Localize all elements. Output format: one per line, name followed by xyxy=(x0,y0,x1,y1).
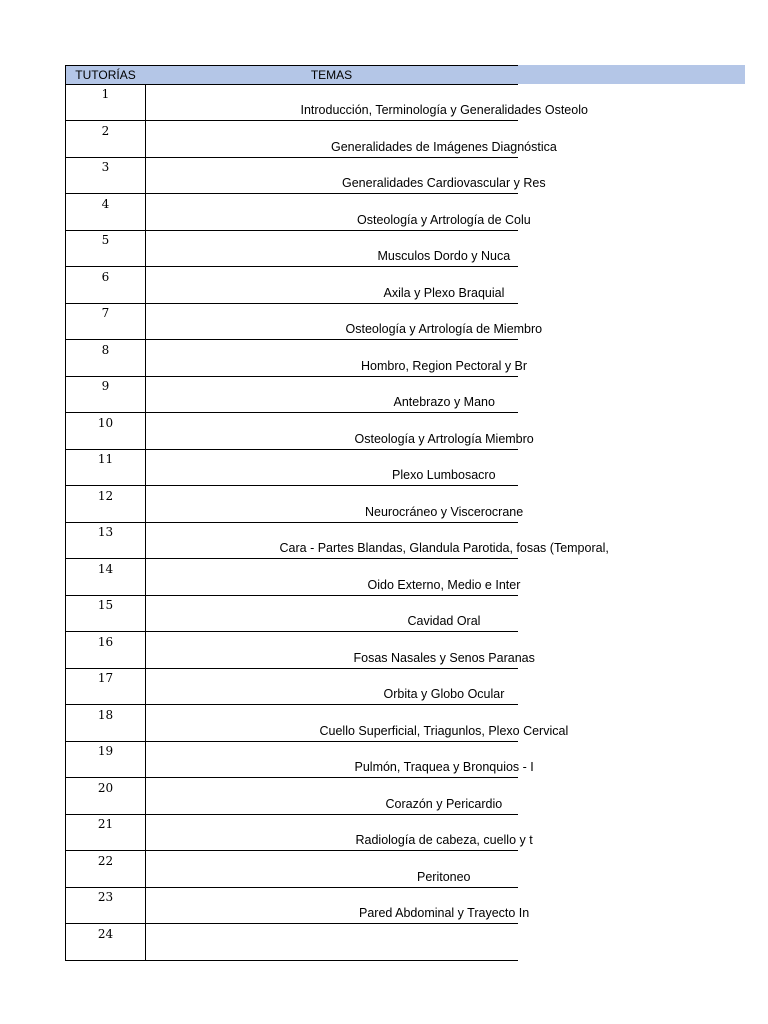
tema-cell[interactable] xyxy=(145,340,528,377)
tema-cell[interactable] xyxy=(145,486,524,523)
table-row xyxy=(65,194,531,230)
tema-cell[interactable] xyxy=(145,267,518,304)
tutoria-number: 21 xyxy=(97,817,114,831)
table-row xyxy=(65,449,518,485)
tema-cell[interactable] xyxy=(145,522,609,559)
tutoria-number-cell[interactable] xyxy=(65,632,146,669)
tutoria-number-cell[interactable] xyxy=(65,340,146,377)
tutoria-number: 13 xyxy=(97,525,114,539)
table-row xyxy=(65,559,521,595)
table-row xyxy=(65,413,534,449)
table-row xyxy=(65,778,518,814)
tutoria-number: 9 xyxy=(101,379,110,393)
tema-cell[interactable] xyxy=(145,449,518,486)
tema-cell[interactable] xyxy=(145,413,534,450)
tema-text: Antebrazo y Mano xyxy=(393,395,495,409)
tutoria-number-cell[interactable] xyxy=(65,194,146,231)
tutoria-number-cell[interactable] xyxy=(65,705,146,742)
tutoria-number-cell[interactable] xyxy=(65,303,146,340)
table-row xyxy=(65,924,518,960)
table-row xyxy=(65,84,588,120)
tutoria-number-cell[interactable] xyxy=(65,522,146,559)
tema-text: Orbita y Globo Ocular xyxy=(383,687,505,701)
tema-text: Osteología y Artrología de Miembro xyxy=(345,322,543,336)
table-row xyxy=(65,595,518,631)
tutoria-number-cell[interactable] xyxy=(65,559,146,596)
tema-text: Pulmón, Traquea y Bronquios - I xyxy=(354,760,534,774)
tutoria-number-cell[interactable] xyxy=(65,924,146,961)
table-row xyxy=(65,814,533,850)
tema-text: Generalidades Cardiovascular y Res xyxy=(342,176,546,190)
tema-cell[interactable] xyxy=(145,84,588,121)
tutoria-number-cell[interactable] xyxy=(65,376,146,413)
tutoria-number: 11 xyxy=(97,452,114,466)
tema-cell[interactable] xyxy=(145,924,518,961)
tutoria-number: 16 xyxy=(97,635,114,649)
column-header-temas: TEMAS xyxy=(145,65,518,85)
tutoria-number: 4 xyxy=(101,197,110,211)
tutoria-number: 12 xyxy=(97,489,114,503)
table-row xyxy=(65,230,518,266)
tutoria-number: 10 xyxy=(97,416,114,430)
tema-cell[interactable] xyxy=(145,376,518,413)
tutoria-number-cell[interactable] xyxy=(65,449,146,486)
tutoria-number-cell[interactable] xyxy=(65,778,146,815)
tutoria-number: 22 xyxy=(97,854,114,868)
tutoria-number-cell[interactable] xyxy=(65,121,146,158)
tutoria-number: 23 xyxy=(97,890,114,904)
tutoria-number-cell[interactable] xyxy=(65,267,146,304)
tutoria-number: 17 xyxy=(97,671,114,685)
tema-cell[interactable] xyxy=(145,741,534,778)
table-body xyxy=(65,84,609,941)
column-header-tutorias: TUTORÍAS xyxy=(65,65,146,85)
tema-text: Peritoneo xyxy=(417,870,471,884)
tutoria-number: 15 xyxy=(97,598,114,612)
table-row xyxy=(65,887,530,923)
tema-text: Pared Abdominal y Trayecto In xyxy=(359,906,530,920)
tema-cell[interactable] xyxy=(145,230,518,267)
tema-text: Radiología de cabeza, cuello y t xyxy=(355,833,533,847)
tema-cell[interactable] xyxy=(145,303,543,340)
tutoria-number: 5 xyxy=(101,233,110,247)
tema-text: Cavidad Oral xyxy=(407,614,481,628)
tema-cell[interactable] xyxy=(145,559,521,596)
table-row xyxy=(65,340,528,376)
tema-text: Oido Externo, Medio e Inter xyxy=(367,578,521,592)
tema-cell[interactable] xyxy=(145,887,530,924)
tema-text: Neurocráneo y Viscerocrane xyxy=(365,505,524,519)
tutoria-number-cell[interactable] xyxy=(65,595,146,632)
tema-text: Corazón y Pericardio xyxy=(385,797,503,811)
table-row xyxy=(65,303,543,339)
tutoria-number-cell[interactable] xyxy=(65,887,146,924)
table-row xyxy=(65,632,535,668)
tutoria-number: 14 xyxy=(97,562,114,576)
tema-cell[interactable] xyxy=(145,595,518,632)
tema-cell[interactable] xyxy=(145,157,546,194)
tema-text: Osteología y Artrología Miembro xyxy=(354,432,534,446)
tutoria-number-cell[interactable] xyxy=(65,668,146,705)
tema-text: Plexo Lumbosacro xyxy=(392,468,496,482)
tema-cell[interactable] xyxy=(145,121,557,158)
tutoria-number-cell[interactable] xyxy=(65,157,146,194)
tema-cell[interactable] xyxy=(145,851,518,888)
tema-text: Osteología y Artrología de Colu xyxy=(357,213,531,227)
tema-text: Musculos Dordo y Nuca xyxy=(377,249,511,263)
tutoria-number: 18 xyxy=(97,708,114,722)
table-row xyxy=(65,486,524,522)
tutoria-number: 7 xyxy=(101,306,110,320)
tema-cell[interactable] xyxy=(145,778,518,815)
table-row xyxy=(65,522,609,558)
tutoria-number-cell[interactable] xyxy=(65,741,146,778)
tema-text: Generalidades de Imágenes Diagnóstica xyxy=(331,140,557,154)
tutoria-number-cell[interactable] xyxy=(65,413,146,450)
tema-text: Introducción, Terminología y Generalidades Osteolo xyxy=(300,103,588,117)
tutoria-number-cell[interactable] xyxy=(65,84,146,121)
tutoria-number-cell[interactable] xyxy=(65,851,146,888)
tema-text: Hombro, Region Pectoral y Br xyxy=(361,359,528,373)
tema-text: Fosas Nasales y Senos Paranas xyxy=(353,651,535,665)
tema-cell[interactable] xyxy=(145,705,569,742)
table-row xyxy=(65,376,518,412)
table-row xyxy=(65,705,569,741)
tutoria-number: 19 xyxy=(97,744,114,758)
tutoria-number: 24 xyxy=(97,927,114,941)
tutoria-number: 8 xyxy=(101,343,110,357)
tutoria-number: 2 xyxy=(101,124,110,138)
tema-text: Cara - Partes Blandas, Glandula Parotida, fosas (Temporal, xyxy=(279,541,609,555)
tema-text: Axila y Plexo Braquial xyxy=(383,286,505,300)
tutoria-number: 20 xyxy=(97,781,114,795)
tutoria-number: 6 xyxy=(101,270,110,284)
tema-text: Cuello Superficial, Triagunlos, Plexo Cervical xyxy=(319,724,569,738)
table-row xyxy=(65,267,518,303)
tutoria-number-cell[interactable] xyxy=(65,814,146,851)
tutoria-number-cell[interactable] xyxy=(65,486,146,523)
tutoria-number: 1 xyxy=(101,87,110,101)
table-row xyxy=(65,157,546,193)
tema-cell[interactable] xyxy=(145,814,533,851)
table-row xyxy=(65,668,518,704)
table-row xyxy=(65,851,518,887)
tema-cell[interactable] xyxy=(145,194,531,231)
table-row xyxy=(65,121,557,157)
table-row xyxy=(65,741,534,777)
tema-cell[interactable] xyxy=(145,668,518,705)
tutoria-number: 3 xyxy=(101,160,110,174)
tutoria-number-cell[interactable] xyxy=(65,230,146,267)
tema-cell[interactable] xyxy=(145,632,535,669)
